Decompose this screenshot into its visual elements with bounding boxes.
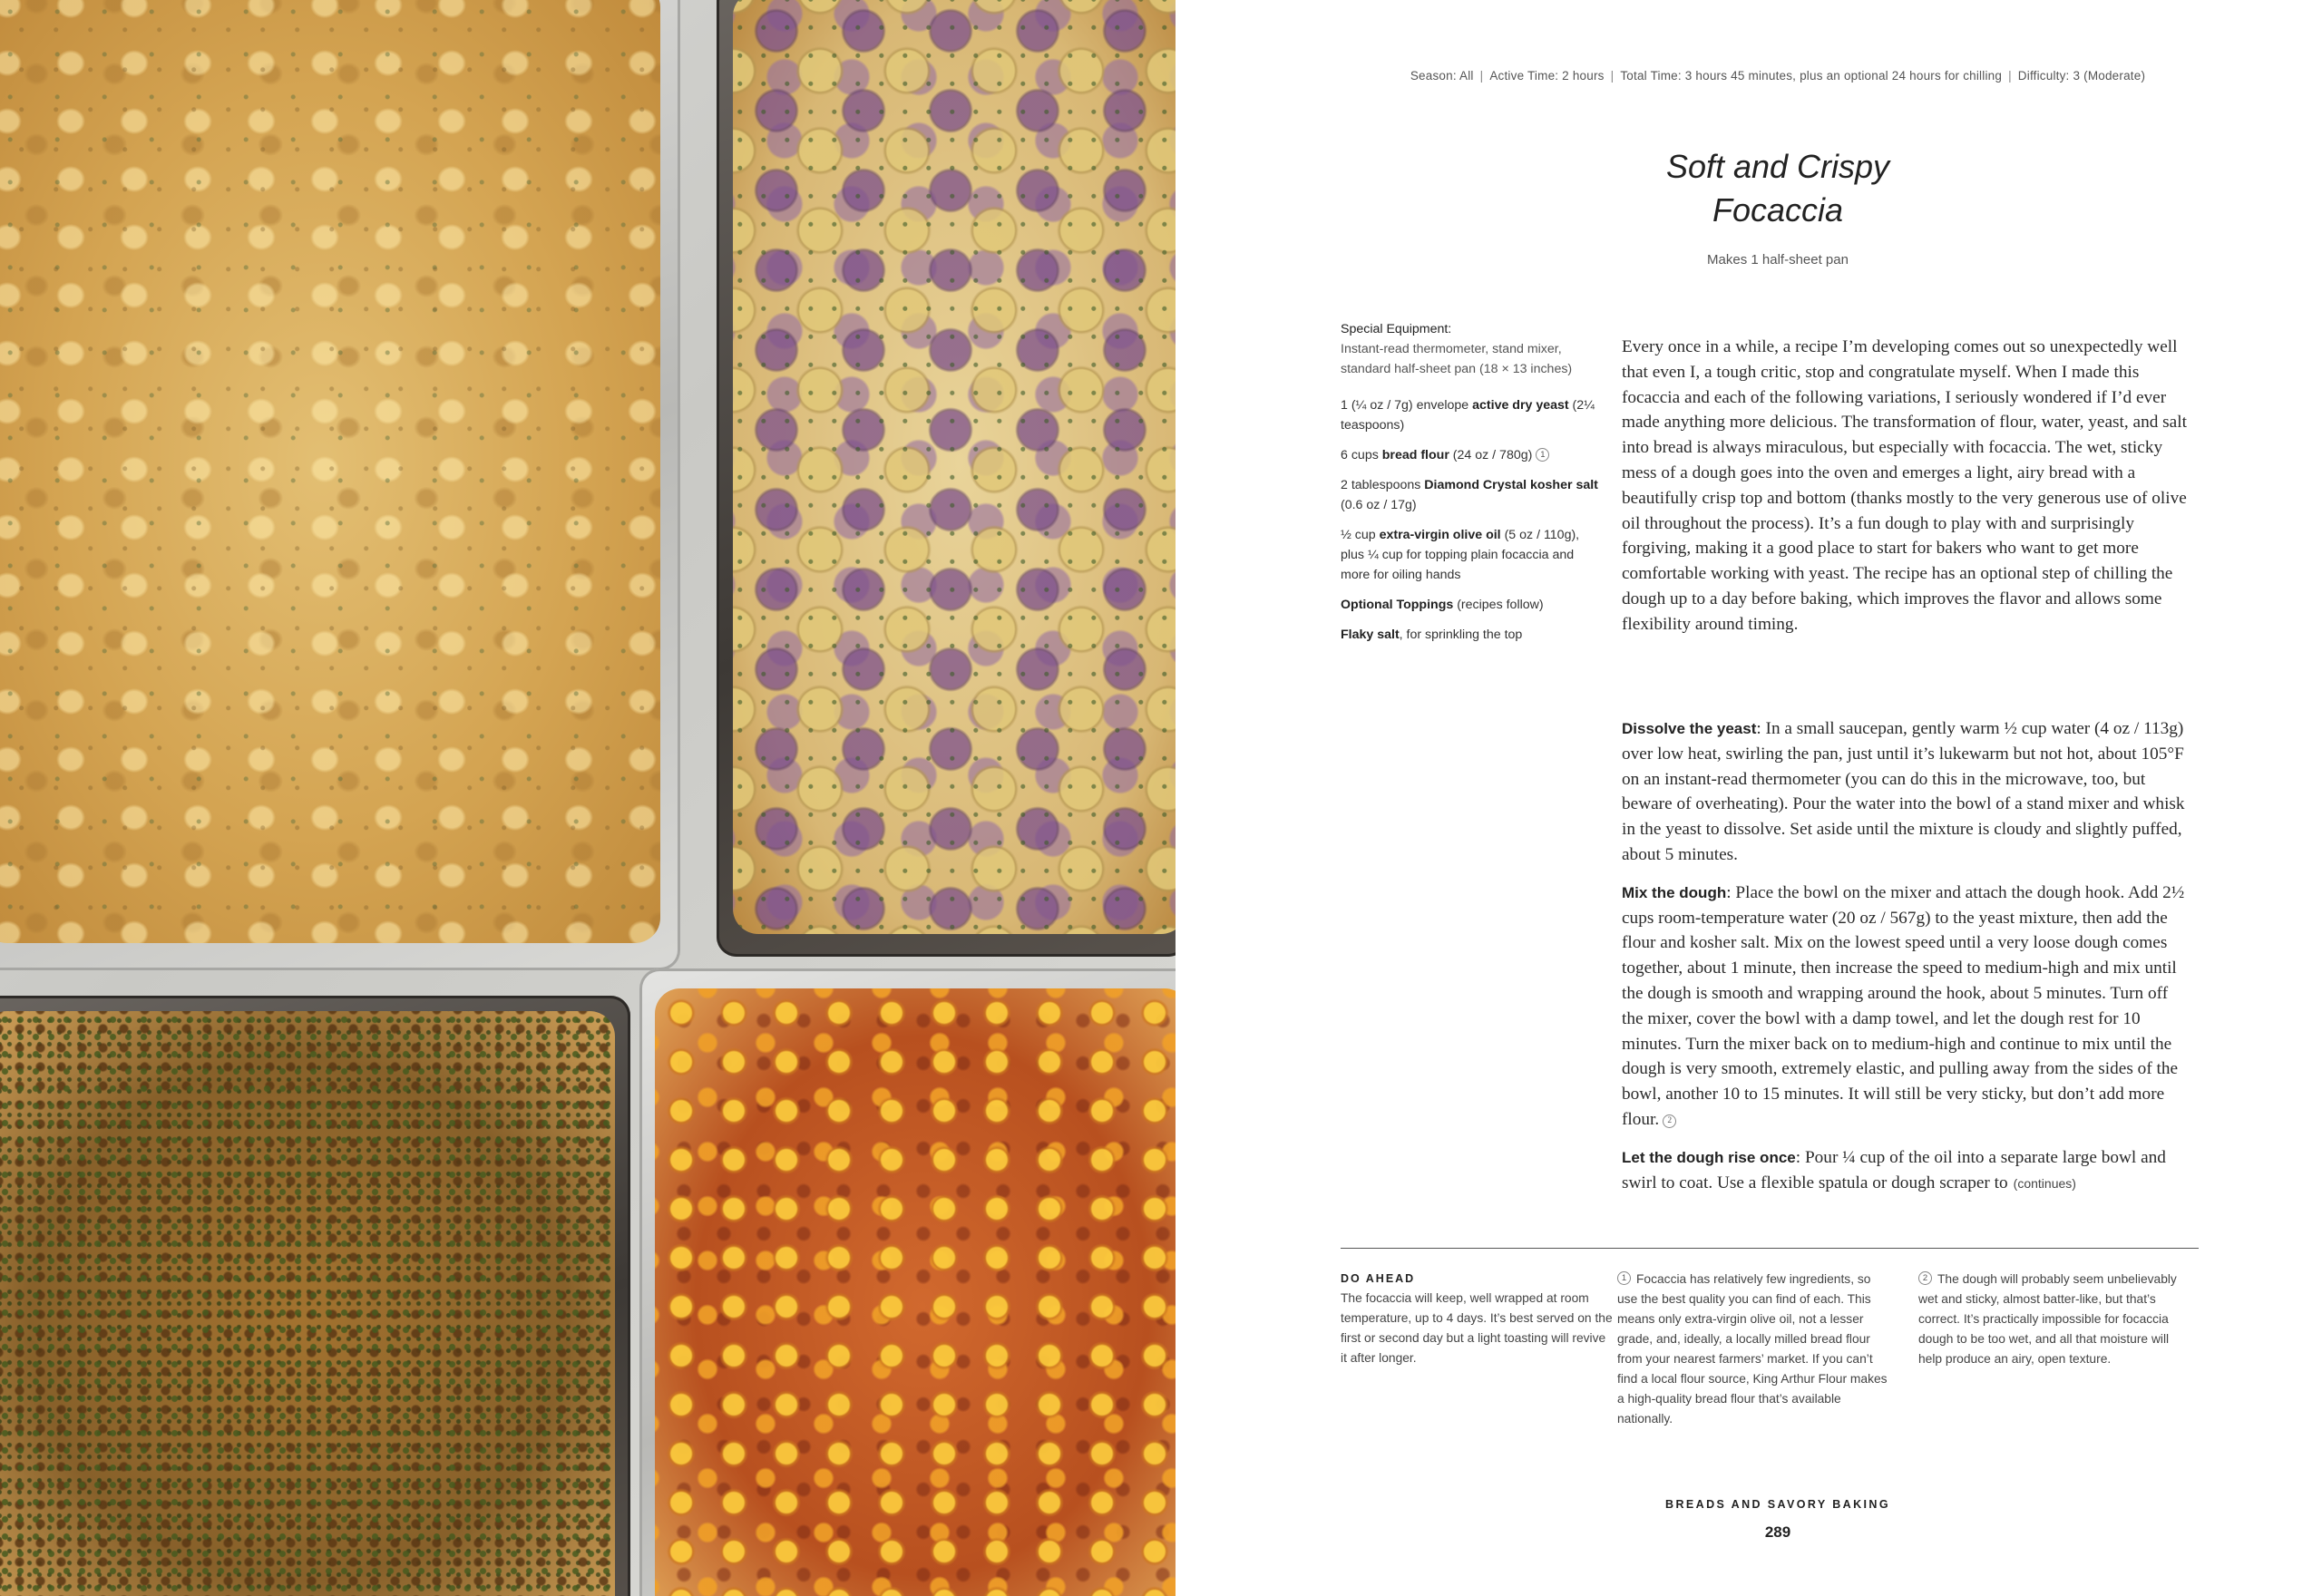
ingredient-items [1341, 395, 1604, 645]
step-heading: Let the dough rise once [1622, 1148, 1796, 1166]
step-text: Pour ¼ cup of the oil into a separate large bowl and swirl to coat. Use a flexible spatula or dough scraper to [1622, 1147, 2166, 1192]
method-step: Mix the dough: Place the bowl on the mixer and attach the dough hook. Add 2½ cups room-temperature water (20 oz / 567g) to the yeast mixture, then add the flour and kosher salt. Mix on the lowest speed until a very loose dough comes together, about 1 minute, then increase the speed to medium-high and mix until the dough is smooth and wrapping around the hook, about 5 minutes. Turn off the mixer, cover the bowl with a damp towel, and let the dough rest for 10 minutes. Turn the mixer back on to medium-high and continue to mix until the dough is very smooth, extremely elastic, and pulling away from the sides of the bowl, another 10 to 15 minutes. It will still be very sticky, but don’t add more flour. 2 [1622, 882, 2185, 1129]
do-ahead-text: The focaccia will keep, well wrapped at room temperature, up to 4 days. It’s best served on the first or second day but a light toasting will revive it after longer. [1341, 1291, 1613, 1365]
step-text: In a small saucepan, gently warm ½ cup water (4 oz / 113g) over low heat, swirling the pan, just until it’s lukewarm but not hot, about 105°F on an instant-read thermometer (you can do this in the microwave, too, but beware of overheating). Pour the water into the bowl of a stand mixer and whisk in the yeast to dissolve. Set aside until the mixture is cloudy and slightly puffed, about 5 minutes. [1622, 719, 2185, 864]
ingredient-name: Optional Toppings [1341, 598, 1454, 612]
recipe-title [1176, 145, 2322, 232]
tomato-focaccia [655, 988, 1176, 1596]
ingredient-name: bread flour [1381, 448, 1449, 462]
footnote-text: Focaccia has relatively few ingredients, so use the best quality you can find of each. This means only extra-virgin olive oil, not a lesser grade, and, ideally, a locally milled bread flour from your nearest farmers’ market. If you can’t find a local flour source, King Arthur Flour makes a high-quality bread flour that’s available nationally. [1617, 1272, 1888, 1426]
equipment-label: Special Equipment: [1341, 322, 1452, 336]
ingredient-item [1341, 525, 1604, 585]
ingredient-detail: (5 oz / 110g), plus ¼ cup for topping plain focaccia and more for oiling hands [1341, 528, 1580, 582]
herb-focaccia [0, 1011, 615, 1596]
meta-separator: | [1610, 69, 1615, 83]
ingredient-quantity: 2 tablespoons [1341, 478, 1425, 492]
title-line-2: Focaccia [1712, 191, 1844, 229]
recipe-meta [1176, 69, 2322, 83]
potato-focaccia [733, 0, 1176, 934]
ingredient-quantity: 6 cups [1341, 448, 1382, 462]
ingredient-item [1341, 395, 1604, 435]
do-ahead-note [1341, 1269, 1613, 1368]
ingredient-detail: , for sprinkling the top [1399, 628, 1523, 642]
ingredient-name: active dry yeast [1472, 398, 1569, 413]
ingredient-name: Flaky salt [1341, 628, 1400, 642]
footnote-1 [1617, 1270, 1889, 1429]
method-step: Let the dough rise once: Pour ¼ cup of the oil into a separate large bowl and swirl to coat. Use a flexible spatula or dough scraper to (continues) [1622, 1147, 2166, 1192]
step-heading: Dissolve the yeast [1622, 720, 1757, 737]
title-line-1: Soft and Crispy [1665, 148, 1890, 185]
recipe-intro: Every once in a while, a recipe I’m developing comes out so unexpectedly well that even I, a tough critic, stop and congratulate myself. When I made this focaccia and each of the following variations, I seriously wondered if I’d ever made anything more delicious. The transformation of flour, water, yeast, and salt into bread is always miraculous, but especially with focaccia. The wet, sticky mess of a dough goes into the oven and emerges a light, airy bread with a beautifully crisp top and bottom (thanks mostly to the very generous use of olive oil throughout the process). It’s a fun dough to play with and surprisingly forgiving, making it a good place to start for bakers who want to get more comfortable working with yeast. The recipe has an optional step of chilling the dough up to a day before baking, which improves the flavor and allows some flexibility around timing. [1622, 337, 2187, 634]
meta-active-time: Active Time: 2 hours [1489, 69, 1605, 83]
ingredient-detail: (recipes follow) [1453, 598, 1544, 612]
ingredients-list [1341, 319, 1604, 655]
section-name: BREADS AND SAVORY BAKING [1665, 1498, 1890, 1511]
footnote-marker: 1 [1536, 448, 1549, 462]
footnote-text: The dough will probably seem unbelievably wet and sticky, almost batter-like, but that’s correct. It’s practically impossible for focaccia dough to be too wet, and all that moisture will help produce an airy, open texture. [1918, 1272, 2177, 1366]
ingredient-detail: (0.6 oz / 17g) [1341, 498, 1417, 512]
recipe-page [1176, 0, 2322, 1596]
do-ahead-label: DO AHEAD [1341, 1272, 1416, 1285]
recipe-yield: Makes 1 half-sheet pan [1707, 252, 1849, 268]
ingredient-quantity: 1 (¼ oz / 7g) envelope [1341, 398, 1473, 413]
section-divider [1341, 1248, 2199, 1249]
footnote-marker: 2 [1918, 1271, 1932, 1285]
meta-difficulty: Difficulty: 3 (Moderate) [2017, 69, 2146, 83]
footnote-marker: 2 [1663, 1114, 1676, 1128]
ingredient-item [1341, 475, 1604, 515]
recipe-steps [1622, 716, 2188, 1209]
meta-separator: | [1479, 69, 1484, 83]
ingredient-item [1341, 595, 1604, 615]
page-number: 289 [1764, 1523, 1791, 1541]
equipment-text: Instant-read thermometer, stand mixer, standard half-sheet pan (18 × 13 inches) [1341, 342, 1573, 376]
ingredient-quantity: ½ cup [1341, 528, 1380, 542]
ingredient-detail: (2¼ teaspoons) [1341, 398, 1595, 433]
ingredient-name: Diamond Crystal kosher salt [1424, 478, 1598, 492]
ingredient-item [1341, 625, 1604, 645]
footnote-marker: 1 [1617, 1271, 1631, 1285]
rosemary-focaccia [0, 0, 660, 943]
step-heading: Mix the dough [1622, 883, 1727, 901]
ingredient-item [1341, 445, 1604, 465]
ingredient-detail: (24 oz / 780g) [1449, 448, 1533, 462]
continues-label: (continues) [2013, 1175, 2076, 1191]
method-step: Dissolve the yeast: In a small saucepan, gently warm ½ cup water (4 oz / 113g) over low heat, swirling the pan, just until it’s lukewarm but not hot, about 105°F on an instant-read thermometer (you can do this in the microwave, too, but beware of overheating). Pour the water into the bowl of a stand mixer and whisk in the yeast to dissolve. Set aside until the mixture is cloudy and slightly puffed, about 5 minutes. [1622, 719, 2185, 864]
meta-separator: | [2008, 69, 2012, 83]
meta-total-time: Total Time: 3 hours 45 minutes, plus an optional 24 hours for chilling [1620, 69, 2003, 83]
step-text: Place the bowl on the mixer and attach the dough hook. Add 2½ cups room-temperature water (20 oz / 567g) to the yeast mixture, then add the flour and kosher salt. Mix on the lowest speed until a very loose dough comes together, about 1 minute, then increase the speed to medium-high and mix until the dough is smooth and wrapping around the hook, about 5 minutes. Turn off the mixer, cover the bowl with a damp towel, and let the dough rest for 10 minutes. Turn the mixer back on to medium-high and continue to mix until the dough is very smooth, extremely elastic, and pulling away from the sides of the bowl, another 10 to 15 minutes. It will still be very sticky, but don’t add more flour. [1622, 882, 2185, 1129]
footnote-2 [1918, 1270, 2190, 1369]
ingredient-name: extra-virgin olive oil [1379, 528, 1501, 542]
meta-season: Season: All [1410, 69, 1474, 83]
